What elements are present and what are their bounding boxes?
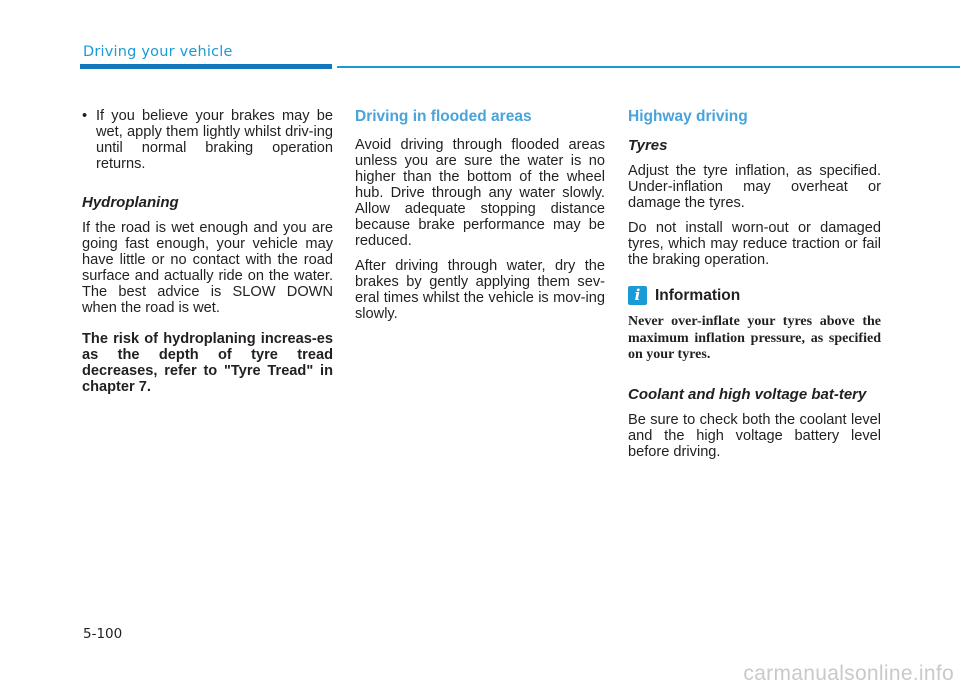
watermark: carmanualsonline.info: [743, 662, 954, 685]
column-right: [628, 108, 881, 469]
info-icon: i: [628, 286, 647, 305]
information-text: Never over-inflate your tyres above the maximum inflation pressure, as specified on your tyres.: [628, 314, 881, 362]
header-bar-thick: [80, 64, 332, 69]
bullet-dot-icon: •: [82, 108, 88, 124]
page-number: 5-100: [83, 626, 123, 642]
column-left: [82, 108, 333, 404]
bullet-text: If you believe your brakes may be wet, apply them lightly whilst driv-ing until normal braking operation returns.: [96, 108, 333, 172]
header-bar-thin: [337, 66, 960, 68]
flooded-paragraph-2: After driving through water, dry the brakes by gently applying them sev-eral times whilst the vehicle is mov-ing slowly.: [355, 258, 605, 322]
coolant-heading: Coolant and high voltage bat-tery: [628, 385, 867, 403]
flooded-paragraph-1: Avoid driving through flooded areas unless you are sure the water is no higher than the bottom of the wheel hub. Drive through any water slowly. Allow adequate stopping distance because brake performance may be reduced.: [355, 137, 605, 249]
information-title: Information: [655, 286, 741, 304]
information-box-header: [628, 286, 881, 305]
coolant-paragraph: Be sure to check both the coolant level and the high voltage battery level before driving.: [628, 411, 881, 460]
tyres-paragraph-2: Do not install worn-out or damaged tyres, which may reduce traction or fail the braking operation.: [628, 220, 881, 268]
highway-driving-heading: Highway driving: [628, 108, 748, 125]
tyres-heading: Tyres: [628, 137, 668, 154]
tyres-paragraph-1: Adjust the tyre inflation, as specified. Under-inflation may overheat or damage the tyres.: [628, 163, 881, 211]
bullet-item: [82, 108, 333, 172]
flooded-areas-heading: Driving in flooded areas: [355, 108, 532, 125]
hydroplaning-paragraph: If the road is wet enough and you are going fast enough, your vehicle may have little or no contact with the road surface and actually ride on the water. The best advice is SLOW DOWN when the road is wet.: [82, 220, 333, 316]
column-middle: [355, 108, 605, 331]
hydroplaning-warning: The risk of hydroplaning increas-es as the depth of tyre tread decreases, refer to "Tyre Tread" in chapter 7.: [82, 331, 333, 395]
section-title: Driving your vehicle: [83, 44, 233, 60]
hydroplaning-heading: Hydroplaning: [82, 194, 179, 211]
